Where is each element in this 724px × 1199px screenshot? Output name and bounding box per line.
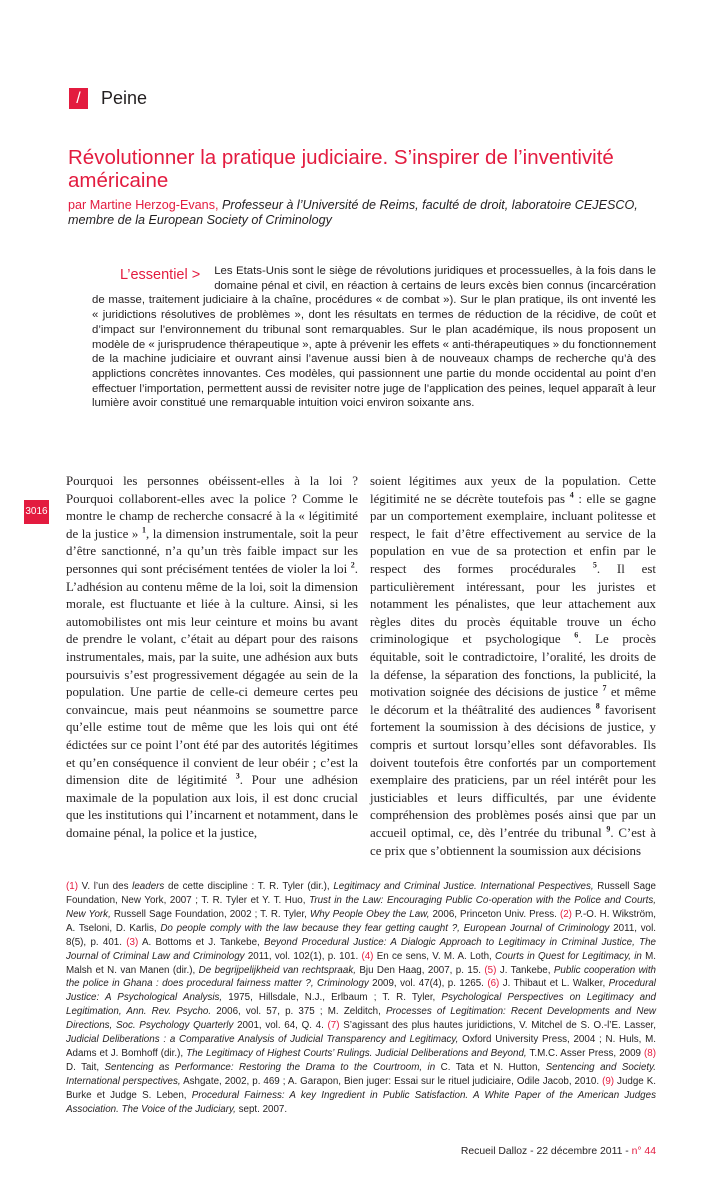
footnote-number: (2) [559, 908, 572, 920]
italic-text: Procedural Fairness: A key Ingredient in Public Satisfaction. A White Paper of the American Judges Association. The Voice of the Judiciary, [66, 1089, 656, 1115]
text-run: Russell Sage Foundation, New York, 2007 ; T. R. Tyler et Y. T. Huo, [66, 881, 657, 906]
text-run: 2006, Princeton Univ. Press. [429, 908, 560, 920]
italic-text: leaders [132, 881, 165, 893]
body-columns [66, 473, 656, 860]
italic-text: Trust in the Law: Encouraging Public Co-operation with the Police and Courts, New York, [66, 895, 657, 920]
text-run: 2011, vol. 102(1), p. 101. [244, 950, 362, 962]
text-run: . L’adhésion au contenu même de la loi, soit la dimension morale, est fluctuante et liée à la culture. Ainsi, si les automobilistes ont mis leur ceinture et moins bu avant de prendre le volant, c’était au départ pour des raisons instrumentales, mais, par la suite, une adhésion aux buts poursuivis s’est progressivement dégagée au sein de la population. Une partie de celle-ci demeure certes peu convaincue, mais peut néanmoins se soumettre parce qu’elle estime tout de même que les lois qui ont été édictées sur ce point l’ont été par des autorités légitimes et qu’en conséquence il convient de leur obéir ; c’est la dimension dite de légitimité [66, 562, 358, 788]
text-run: , la dimension instrumentale, soit la peur d’être sanctionné, n’a qu’un très faible impact sur les personnes qui sont précisément tentées de violer la loi [66, 526, 358, 576]
text-run: Oxford University Press, 2004 ; N. Huls, M. Adams et J. Bomhoff (dir.), [66, 1034, 656, 1059]
summary-label: L’essentiel > [120, 267, 201, 283]
text-run: . Il est particulièrement intéressant, pour les juristes et notamment les pénalistes, que leur attachement aux règles dites du procès équitable trouve un écho criminologique et psychologique [370, 562, 656, 647]
text-run: . Pour une adhésion maximale de la population aux lois, il est donc crucial que les institutions qui l’incarnent et notamment, dans le domaine pénal, la police et la justice, [66, 773, 358, 840]
section-label: Peine [101, 88, 148, 108]
text-run: . Le procès équitable, soit le contradictoire, l’oralité, les droits de la défense, la séparation des fonctions, la publicité, la motivation soignée des décisions de justice [370, 632, 656, 700]
text-run: Russell Sage Foundation, 2002 ; T. R. Tyler, [110, 908, 310, 920]
text-run: favorisent fortement la soumission à des décisions de justice, y compris et surtout lorsqu’elles sont défavorables. Ils doivent toutefois être confortés par un comportement exemplaire des praticiens, par un réel intérêt pour les justiciables et leurs difficultés, par une évidente compréhension des problèmes posés ainsi que par un accueil optimal, ce, dès l’entrée du tribunal [370, 702, 656, 840]
italic-text: Judicial Deliberations : a Comparative Analysis of Judicial Transparency and Legitimacy, [66, 1034, 459, 1046]
italic-text: Public cooperation with the police in Ghana : does procedural fairness matter ?, Criminology [66, 964, 656, 990]
text-run: Bju Den Haag, 2007, p. 15. [355, 964, 485, 976]
publication-info: Recueil Dalloz - 22 décembre 2011 - [460, 1145, 632, 1157]
text-run: T.M.C. Asser Press, 2009 [526, 1047, 645, 1059]
article-title: Révolutionner la pratique judiciaire. S’inspirer de l’inventivité américaine [68, 146, 614, 192]
italic-text: Sentencing as Performance: Restoring the Drama to the Courtroom, in [104, 1061, 436, 1073]
footnote-marker: 3 [235, 771, 240, 781]
footnote-marker: 2 [350, 560, 355, 570]
footnote-marker: 6 [574, 631, 579, 641]
footnote-marker: 5 [592, 560, 597, 570]
text-run: M. Malsh et N. van Manen (dir.), [66, 950, 657, 976]
text-run: 2001, vol. 64, Q. 4. [233, 1020, 328, 1032]
summary-box [92, 264, 656, 411]
text-run: . C’est à ce prix que s’obtiennent la soumission aux décisions [370, 825, 656, 858]
page-number-tab: 3016 [24, 500, 49, 524]
italic-text: Do people comply with the law because they fear getting caught ?, European Journal of Criminology [160, 922, 610, 934]
author-affiliation: Professeur à l’Université de Reims, faculté de droit, laboratoire CEJESCO, membre de la European Society of Criminology [68, 198, 638, 227]
italic-text: Courts in Quest for Legitimacy, in [495, 950, 642, 962]
italic-text: Psychological Perspectives on Legitimacy and Legitimation, Ann. Rev. Psycho. [66, 992, 656, 1018]
text-run: J. Thibaut et L. Walker, [499, 978, 609, 990]
italic-text: Legitimacy and Criminal Justice. International Pespectives, [333, 881, 594, 893]
italic-text: Procedural Justice: A Psychological Analysis, [66, 978, 656, 1004]
footnote-marker: 9 [606, 824, 611, 834]
footnote-number: (9) [602, 1075, 615, 1087]
text-run: J. Tankebe, [496, 964, 554, 976]
summary-text: Les Etats-Unis sont le siège de révolutions juridiques et processuelles, à la fois dans le domaine pénal et civil, en réaction à certains de leurs excès bien connus (incarcération de masse, traitement judiciaire à la chaîne, procédures « de combat »). Sur le plan pratique, ils ont inventé les « juridictions résolutives de problèmes », dont les résultats en termes de réduction de la récidive, de coût et d’impact sur l’environnement du tribunal sont remarquables. Sur le plan académique, ils nous proposent un modèle de « jurisprudence thérapeutique », apte à prévenir les effets « anti-thérapeutiques » du fonctionnement de la machine judiciaire et ouvrant ainsi l’avenue aussi bien à de nouveaux champs de recherche qu’à des applictions concrètes innovantes. Ces modèles, qui passionnent une partie du monde occidental au point d’en effectuer l’importation, permettent aussi de revisiter notre juge de l’application des peines, lequel apparaît à leur lumière avoir constitué une remarquable intuition voici environ soixante ans. [92, 265, 657, 410]
text-run: A. Bottoms et J. Tankebe, [138, 936, 265, 948]
section-slash-icon: / [69, 88, 88, 109]
italic-text: The Legitimacy of Highest Courts’ Rulings. Judicial Deliberations and Beyond, [186, 1047, 527, 1059]
footnote-number: (1) [66, 881, 78, 893]
footnote-number: (8) [644, 1047, 657, 1059]
text-run: : elle se gagne par un comportement exemplaire, incluant politesse et respect, le fait d’être effectivement au service de la population en vue de sa protection et enfin par le respect des formes procédurales [370, 491, 656, 576]
text-run: En ce sens, V. M. A. Loth, [373, 950, 496, 962]
body-column-right [370, 473, 656, 860]
text-run: 2009, vol. 47(4), p. 1265. [368, 978, 488, 990]
footnotes [66, 880, 656, 1116]
text-run: Judge K. Burke et Judge S. Leben, [66, 1075, 656, 1101]
text-run: 2006, vol. 57, p. 375 ; M. Zelditch, [211, 1006, 386, 1018]
text-run: C. Tata et N. Hutton, [435, 1061, 546, 1073]
italic-text: Why People Obey the Law, [309, 908, 430, 920]
byline [68, 198, 656, 228]
page-footer [66, 1145, 656, 1159]
text-run: Ashgate, 2002, p. 469 ; A. Garapon, Bien juger: Essai sur le rituel judiciaire, Odile Jacob, 2010. [180, 1075, 603, 1087]
text-run: 1975, Hillsdale, N.J., Erlbaum ; T. R. Tyler, [222, 992, 442, 1004]
footnote-marker: 1 [141, 525, 146, 535]
footnote-marker: 7 [602, 683, 607, 693]
text-run: P.-O. H. Wikström, A. Tseloni, D. Karlis, [66, 908, 656, 934]
italic-text: Processes of Legitimation: Recent Developments and New Directions, Soc. Psychology Quarterly [66, 1006, 656, 1032]
section-header [69, 88, 656, 109]
text-run: Pourquoi les personnes obéissent-elles à la loi ? Pourquoi collaborent-elles avec la police ? Comme le montre le champ de recherche consacré à la « légitimité de la justice » [66, 474, 358, 541]
text-run: sept. 2007. [235, 1103, 288, 1115]
footnote-marker: 4 [569, 490, 574, 500]
italic-text: Beyond Procedural Justice: A Dialogic Approach to Legitimacy in Criminal Justice, The Journal of Criminal Law and Criminology [66, 936, 656, 962]
text-run: D. Tait, [66, 1061, 105, 1073]
text-run: et même le décorum et la théâtralité des audiences [370, 685, 656, 717]
footnote-number: (7) [327, 1020, 340, 1032]
issue-number: n° 44 [631, 1145, 656, 1157]
footnote-marker: 8 [595, 701, 600, 711]
italic-text: Sentencing and Society. International perspectives, [66, 1061, 657, 1087]
italic-text: De begrijpelijkheid van rechtspraak, [198, 964, 356, 976]
footnote-number: (4) [361, 950, 374, 962]
text-run: S’agissant des plus hautes juridictions, V. Mitchel de S. O.-l’E. Lasser, [339, 1020, 657, 1032]
footnote-number: (3) [126, 936, 139, 948]
text-run: soient légitimes aux yeux de la population. Cette légitimité ne se décrète toutefois pas [370, 474, 656, 506]
text-run: V. l’un des [77, 881, 133, 893]
author-name: par Martine Herzog-Evans, [68, 198, 219, 212]
body-column-left [66, 473, 358, 842]
text-run: de cette discipline : T. R. Tyler (dir.), [164, 881, 334, 893]
text-run: 2011, vol. 8(5), p. 401. [66, 922, 656, 948]
footnote-number: (5) [484, 964, 497, 976]
footnote-number: (6) [487, 978, 500, 990]
